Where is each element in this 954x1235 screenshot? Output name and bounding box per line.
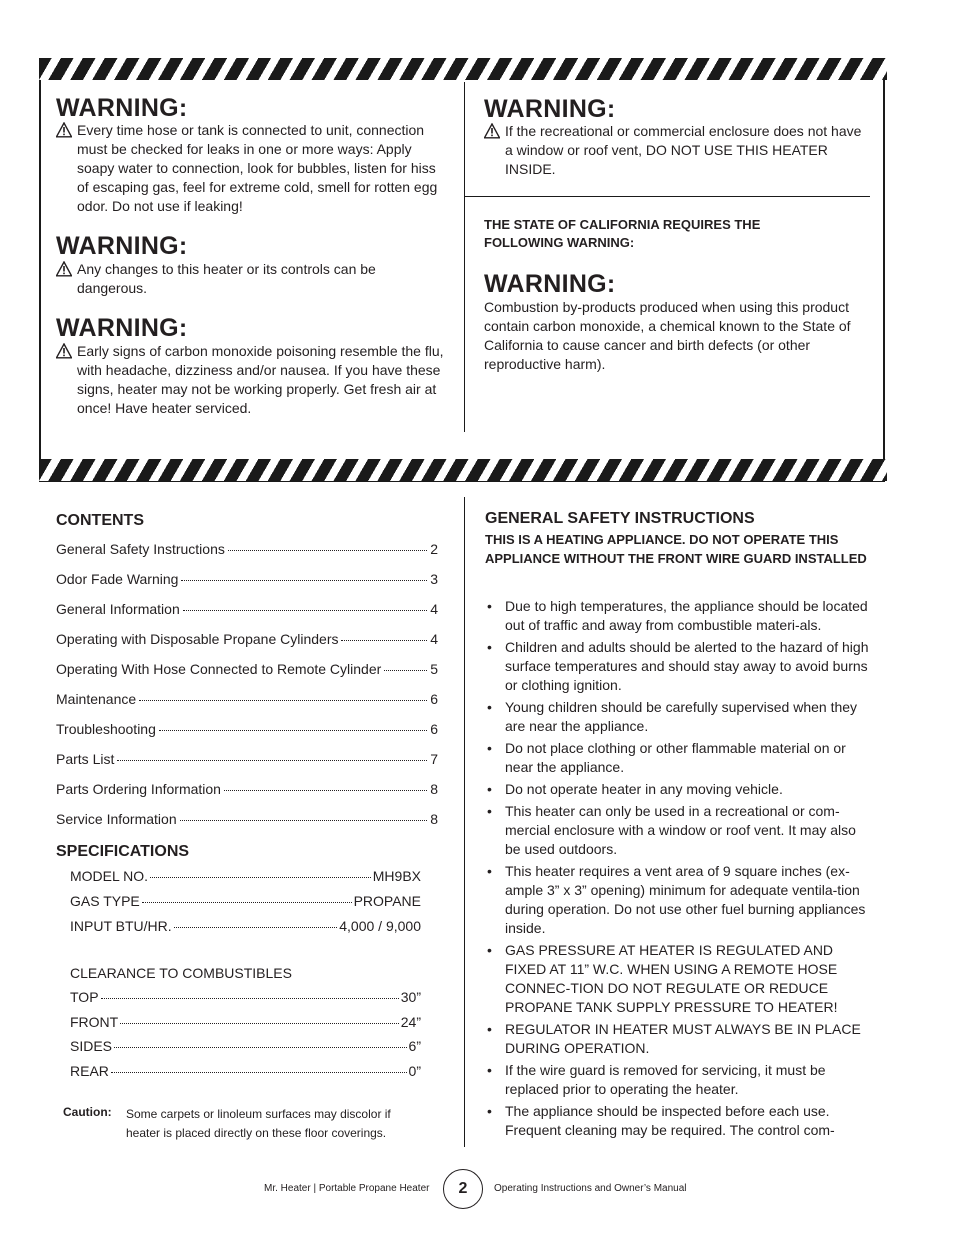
dot-leader (139, 700, 427, 701)
contents-item-label: Operating With Hose Connected to Remote Cylinder (56, 661, 382, 677)
caution-text: Some carpets or linoleum surfaces may discolor if heater is placed directly on these floor coverings. (126, 1107, 391, 1140)
spec-value: MH9BX (372, 868, 421, 884)
contents-item-page: 7 (430, 751, 438, 767)
contents-item-label: Parts List (56, 751, 115, 767)
dot-leader (224, 790, 427, 791)
clearance-row (70, 1014, 421, 1030)
warning-triangle-icon (56, 122, 72, 138)
contents-item[interactable] (56, 661, 438, 677)
spec-row (70, 893, 421, 909)
safety-bullet: • REGULATOR IN HEATER MUST ALWAYS BE IN PLACE DURING OPERATION. (485, 1020, 873, 1058)
spec-row (70, 868, 421, 884)
dot-leader (181, 580, 427, 581)
california-warning-text: Combustion by-products produced when using this product contain carbon monoxide, a chemical known to the State of California to cause cancer and birth defects (or other reproductive harm). (484, 299, 851, 372)
dot-leader (150, 877, 371, 878)
caution-label: Caution: (63, 1105, 112, 1119)
contents-item[interactable] (56, 571, 438, 587)
clearance-value: 0” (408, 1062, 421, 1079)
contents-item-label: Operating with Disposable Propane Cylinders (56, 631, 339, 647)
warning-title: WARNING: (484, 270, 616, 298)
clearance-value: 24” (400, 1013, 421, 1030)
footer-left: Mr. Heater | Portable Propane Heater (264, 1183, 430, 1194)
contents-item[interactable] (56, 601, 438, 617)
clearance-value: 30” (400, 989, 421, 1005)
warning-triangle-icon (56, 343, 72, 359)
contents-item-label: Troubleshooting (56, 721, 156, 737)
dot-leader (159, 730, 427, 731)
safety-bullet: • This heater can only be used in a recreational or com-mercial enclosure with a window or roof vent. It may also be used outdoors. (485, 802, 873, 859)
contents-item-page: 4 (430, 631, 438, 647)
contents-item[interactable] (56, 631, 438, 647)
clearance-label: SIDES (70, 1038, 113, 1054)
contents-item-label: Odor Fade Warning (56, 571, 179, 587)
warning-triangle-icon (56, 261, 72, 277)
warning-title: WARNING: (56, 94, 188, 122)
dot-leader (180, 820, 428, 821)
clearance-label: FRONT (70, 1013, 119, 1030)
warning-text: If the recreational or commercial enclosure does not have a window or roof vent, DO NOT USE THIS HEATER INSIDE. (484, 122, 868, 179)
safety-bullet: • This heater requires a vent area of 9 square inches (ex-ample 3” x 3” opening) minimum for adequate ventila-tion during operation. Do not use other fuel burning appliances inside. (485, 862, 873, 938)
safety-bullet: • GAS PRESSURE AT HEATER IS REGULATED AND FIXED AT 11” W.C. WHEN USING A REMOTE HOSE CONNEC-TION DO NOT REGULATE OR REDUCE PROPANE TANK SUPPLY PRESSURE TO HEATER! (485, 941, 873, 1017)
clearance-value: 6” (408, 1038, 421, 1054)
contents-item-page: 3 (430, 571, 438, 587)
dot-leader (384, 670, 427, 671)
contents-item-page: 4 (430, 601, 438, 617)
contents-item-page: 5 (430, 661, 438, 677)
california-heading: THE STATE OF CALIFORNIA REQUIRES THE FOLLOWING WARNING: (484, 217, 761, 250)
spec-value: 4,000 / 9,000 (339, 918, 421, 934)
warning-text: Early signs of carbon monoxide poisoning resemble the flu, with headache, dizziness and/or nausea. If you have these signs, heater may not be working properly. Get fresh air at once! Have heater serviced. (56, 342, 446, 418)
warning-triangle-icon (484, 123, 500, 139)
hazard-stripe-bottom (39, 459, 887, 481)
contents-item[interactable] (56, 691, 438, 707)
clearance-label: REAR (70, 1062, 109, 1079)
contents-item-label: General Information (56, 601, 180, 617)
safety-bullet: • Young children should be carefully supervised when they are near the appliance. (485, 698, 873, 736)
spec-label: INPUT BTU/HR. (70, 918, 172, 934)
dot-leader (228, 550, 427, 551)
contents-item-label: Maintenance (56, 691, 137, 707)
safety-bullet: • Do not place clothing or other flammable material on or near the appliance. (485, 739, 873, 777)
dot-leader (142, 902, 352, 903)
warning-divider (464, 82, 465, 432)
contents-item-label: General Safety Instructions (56, 541, 225, 557)
dot-leader (117, 760, 427, 761)
specifications-heading: SPECIFICATIONS (56, 843, 190, 860)
safety-bullet-list (485, 597, 873, 1143)
contents-item-page: 2 (430, 541, 438, 557)
contents-heading: CONTENTS (56, 512, 144, 529)
warning-text: Every time hose or tank is connected to unit, connection must be checked for leaks in one or more ways: Apply soapy water to connection, look for bubbles, listen for hiss of escaping gas, feel for extreme cold, smell for rotten egg odor. Do not use if leaking! (56, 121, 446, 216)
safety-bullet: • Children and adults should be alerted to the hazard of high surface temperatures and should stay away to avoid burns or clothing ignition. (485, 638, 873, 695)
warning-text: Any changes to this heater or its controls can be dangerous. (56, 260, 446, 298)
safety-bullet: • Due to high temperatures, the appliance should be located out of traffic and away from combustible materi-als. (485, 597, 873, 635)
hazard-stripe-top (39, 58, 887, 80)
spec-value: PROPANE (353, 893, 421, 909)
spec-label: MODEL NO. (70, 868, 149, 884)
column-divider (464, 497, 465, 1147)
contents-item-page: 8 (430, 781, 438, 797)
safety-heading: GENERAL SAFETY INSTRUCTIONS (485, 510, 755, 527)
dot-leader (120, 1023, 399, 1024)
warning-title: WARNING: (484, 95, 616, 123)
clearance-row (70, 1063, 421, 1079)
warning-right-divider (465, 196, 870, 197)
safety-bullet: • Do not operate heater in any moving vehicle. (485, 780, 873, 799)
contents-item-label: Service Information (56, 811, 177, 827)
clearance-heading: CLEARANCE TO COMBUSTIBLES (70, 965, 292, 981)
spec-row (70, 918, 421, 934)
dot-leader (101, 998, 399, 999)
warning-title: WARNING: (56, 314, 188, 342)
spec-label: GAS TYPE (70, 893, 140, 909)
safety-bullet: • The appliance should be inspected before each use. Frequent cleaning may be required. The control com- (485, 1102, 873, 1140)
contents-item-page: 6 (430, 721, 438, 737)
dot-leader (114, 1047, 407, 1048)
clearance-label: TOP (70, 989, 99, 1005)
footer-right: Operating Instructions and Owner’s Manual (494, 1183, 687, 1194)
contents-item[interactable] (56, 721, 438, 737)
contents-item-label: Parts Ordering Information (56, 781, 221, 797)
warning-title: WARNING: (56, 232, 188, 260)
safety-subheading: THIS IS A HEATING APPLIANCE. DO NOT OPERATE THIS APPLIANCE WITHOUT THE FRONT WIRE GUARD INSTALLED (485, 532, 867, 566)
page-number: 2 (443, 1169, 483, 1209)
contents-item[interactable] (56, 781, 438, 797)
clearance-row (70, 989, 421, 1005)
contents-item-page: 6 (430, 691, 438, 707)
safety-bullet: • If the wire guard is removed for servicing, it must be replaced prior to operating the heater. (485, 1061, 873, 1099)
dot-leader (341, 640, 427, 641)
dot-leader (111, 1072, 407, 1073)
contents-item[interactable] (56, 751, 438, 767)
contents-item[interactable] (56, 811, 438, 827)
dot-leader (174, 927, 338, 928)
dot-leader (183, 610, 427, 611)
contents-item[interactable] (56, 541, 438, 557)
clearance-row (70, 1038, 421, 1054)
contents-item-page: 8 (430, 811, 438, 827)
